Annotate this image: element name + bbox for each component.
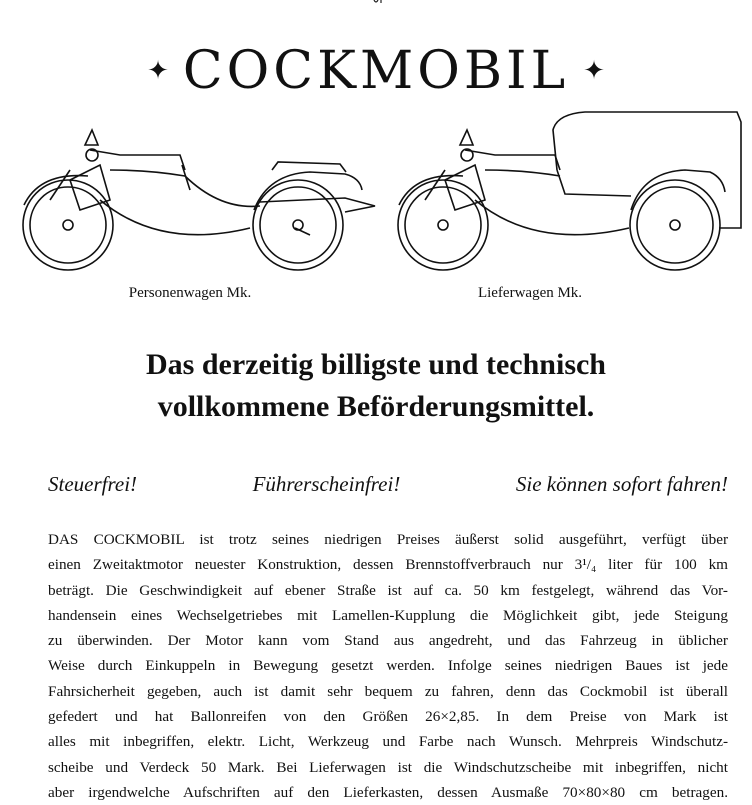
body-line: Weise durch Einkuppeln in Bewegung gesetzt werden. Infolge seines niedrigen Baues ist jede: [48, 657, 728, 675]
ornament-right-icon: ✦: [583, 56, 605, 86]
brand-title: COCKMOBIL: [182, 41, 570, 101]
slogan-row: [48, 472, 728, 497]
headline-line-2: vollkommene Beförderungsmittel.: [157, 390, 595, 423]
body-line: handensein eines Wechselgetriebes mit Lamellen-Kupplung die Möglichkeit gibt, jede Steigung: [48, 606, 728, 624]
slogan-fuehrerscheinfrei: Führerscheinfrei!: [252, 472, 401, 496]
body-paragraph: [48, 527, 728, 805]
body-line: zu überwinden. Der Motor kann vom Stand aus angedreht, und das Fahrzeug in üblicher: [48, 632, 728, 650]
slogan-steuerfrei: Steuerfrei!: [48, 472, 138, 496]
caption-personenwagen: Personenwagen Mk.: [128, 285, 252, 301]
illustration-personenwagen: [10, 110, 380, 280]
body-line: Fahrsicherheit gegeben, auch ist damit sehr bequem zu fahren, denn das Cockmobil ist überall: [48, 682, 728, 700]
body-line: beträgt. Die Geschwindigkeit auf ebener Straße ist auf ca. 50 km festgelegt, während das Vor-: [48, 581, 728, 599]
headline: [0, 344, 752, 428]
body-line: DAS COCKMOBIL ist trotz seines niedrigen Preises äußerst solid ausgeführt, verfügt über: [48, 531, 728, 548]
body-line: aber irgendwelche Aufschriften auf den Lieferkasten, dessen Ausmaße 70×80×80 cm betragen.: [48, 783, 728, 801]
cropped-text-fragment: [372, 0, 388, 4]
body-line: einen Zweitaktmotor neuester Konstruktion, dessen Brennstoffverbrauch nur 3¹/₄ liter für 100 km: [48, 556, 728, 574]
slogan-sofort-fahren: Sie können sofort fahren!: [515, 472, 728, 496]
body-line: scheibe und Verdeck 50 Mark. Bei Lieferwagen ist die Windschutzscheibe mit inbegriffen, nicht: [48, 758, 728, 776]
ornament-left-icon: ✦: [147, 56, 169, 86]
caption-lieferwagen: Lieferwagen Mk.: [477, 285, 583, 301]
headline-line-1: Das derzeitig billigste und technisch: [145, 348, 606, 381]
illustration-lieferwagen: [385, 110, 752, 280]
body-line: alles mit inbegriffen, elektr. Licht, Werkzeug und Farbe nach Wunsch. Mehrpreis Windschutz-: [48, 733, 728, 751]
body-line: gefedert und hat Ballonreifen von den Größen 26×2,85. In dem Preise von Mark ist: [48, 708, 728, 726]
brand-header: [0, 36, 752, 106]
